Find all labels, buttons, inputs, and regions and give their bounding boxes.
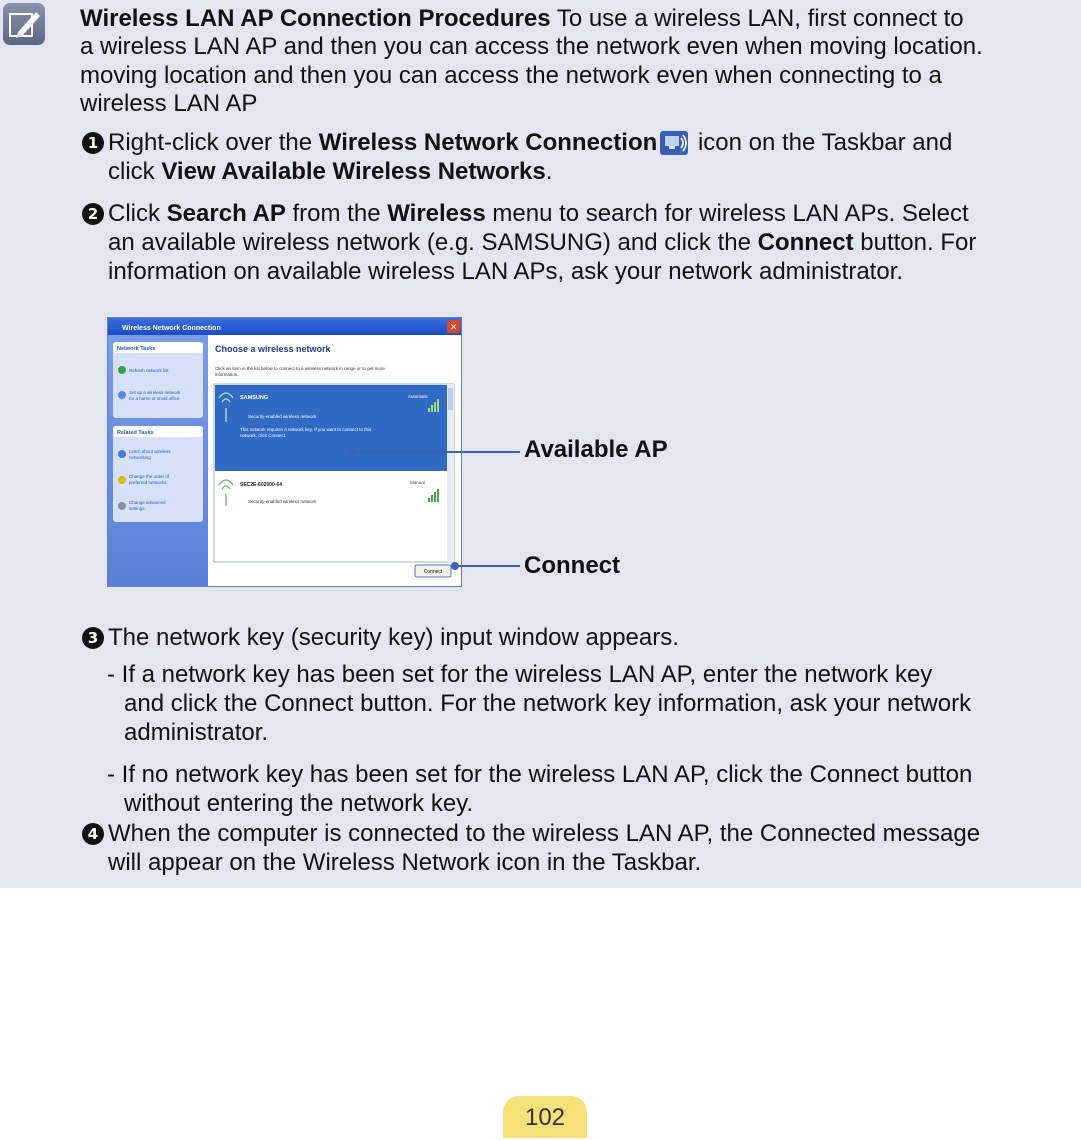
step-1-period: . [545, 158, 553, 185]
step-2-pre: Click [108, 200, 167, 227]
task-setup[interactable]: Set up a wireless network for a home or small office [129, 390, 181, 401]
related-tasks-header: Related Tasks [117, 430, 154, 436]
step-3-bullet-2-line-2: without entering the network key. [124, 790, 474, 817]
step-3-number: 3 [82, 627, 104, 649]
dialog-connect-label: Connect [423, 569, 443, 575]
network-2-mode: Manual [410, 480, 425, 485]
step-1-pre: Right-click over the [108, 129, 319, 156]
note-line-1-text: To use a wireless LAN, first connect to [556, 5, 964, 32]
step-2-line-2-pre: an available wireless network (e.g. SAMSUNG) and click the [108, 229, 758, 256]
step-4-number: 4 [82, 823, 104, 845]
related-learn[interactable]: Learn about wireless networking [129, 449, 171, 460]
callout-connect: Connect [524, 552, 620, 579]
close-icon: ✕ [449, 323, 458, 333]
step-1-click: click [108, 158, 162, 185]
related-advanced[interactable]: Change advanced settings [129, 500, 166, 511]
step-3-bullet-1-line-1: - If a network key has been set for the wireless LAN AP, enter the network key [107, 661, 933, 688]
step-1-number: 1 [82, 132, 104, 154]
step-3-bullet-1-line-3: administrator. [124, 719, 269, 746]
note-title: Wireless LAN AP Connection Procedures [80, 5, 551, 32]
dialog-heading: Choose a wireless network [215, 344, 331, 354]
step-4-line-2: will appear on the Wireless Network icon in the Taskbar. [108, 849, 702, 876]
step-3-text: The network key (security key) input window appears. [108, 624, 679, 651]
network-samsung-name: SAMSUNG [240, 395, 269, 401]
step-1-bold-wnc: Wireless Network Connection [318, 129, 658, 156]
step-2-bold-search: Search AP [166, 200, 286, 227]
network-samsung-security: Security-enabled wireless network [248, 414, 317, 419]
related-order[interactable]: Change the order of preferred networks [129, 474, 170, 485]
dialog-title: Wireless Network Connection [122, 325, 221, 332]
note-line-2: a wireless LAN AP and then you can access the network even when moving location. [80, 33, 983, 60]
note-line-3: moving location and then you can access the network even when connecting to a [80, 62, 942, 89]
connect-dot [451, 562, 459, 570]
step-2-number: 2 [82, 203, 104, 225]
step-3-bullet-2-line-1: - If no network key has been set for the wireless LAN AP, click the Connect button [107, 761, 973, 788]
network-samsung-desc: This network requires a network key. If you want to connect to this network, click Connect. [240, 427, 372, 438]
callout-available-ap: Available AP [524, 436, 668, 463]
step-2-mid: from the [285, 200, 388, 227]
step-3-bullet-1-line-2: and click the Connect button. For the network key information, ask your network [124, 690, 972, 717]
step-1-bold-view: View Available Wireless Networks [161, 158, 546, 185]
network-2-name: SEC2E-602000-64 [240, 482, 282, 488]
network-samsung-mode: Automatic [408, 394, 429, 399]
page-number: 102 [503, 1096, 587, 1138]
note-line-4: wireless LAN AP [80, 90, 258, 117]
dialog-instructions: Click an item in the list below to connect to a wireless network in range or to get more information. [215, 366, 385, 377]
step-4-line-1: When the computer is connected to the wireless LAN AP, the Connected message [108, 820, 981, 847]
step-2-bold-wireless: Wireless [387, 200, 486, 227]
network-tasks-header: Network Tasks [117, 346, 156, 352]
step-1-post: icon on the Taskbar and [691, 129, 953, 156]
step-2-bold-connect: Connect [757, 229, 854, 256]
step-2-line-2-post: button. For [853, 229, 977, 256]
step-2-line-3: information on available wireless LAN APs, ask your network administrator. [108, 258, 904, 285]
step-2-post: menu to search for wireless LAN APs. Select [485, 200, 969, 227]
available-ap-dot [347, 448, 355, 456]
network-2-security: Security-enabled wireless network [248, 499, 317, 504]
task-refresh[interactable]: Refresh network list [129, 368, 169, 373]
